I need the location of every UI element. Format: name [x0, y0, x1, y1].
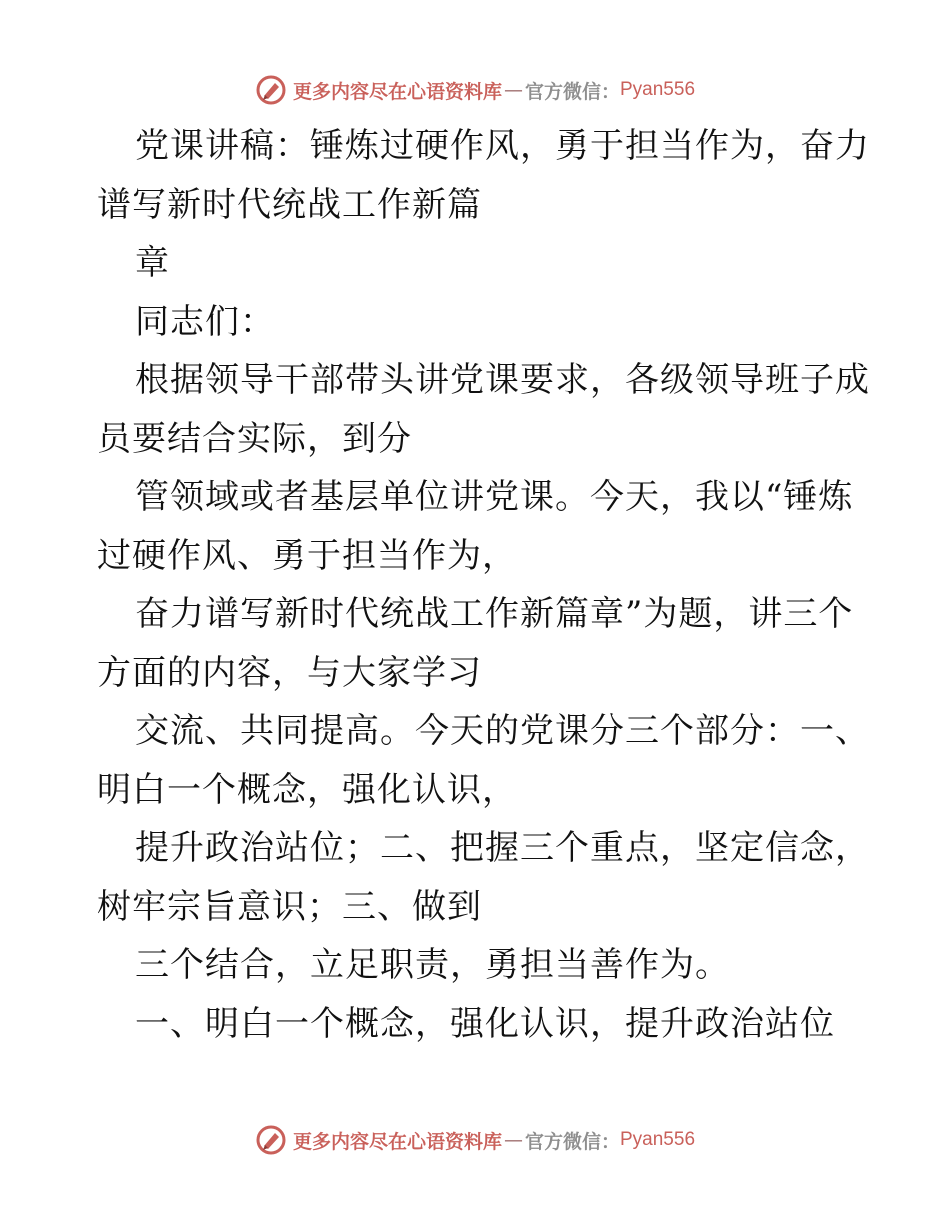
- watermark-label: 官方微信：: [524, 80, 620, 103]
- watermark-wechat-id: Pyan556: [620, 1129, 696, 1150]
- text-line: 同志们：: [135, 301, 275, 342]
- text-line: 明白一个概念，强化认识，: [97, 769, 517, 810]
- watermark-dash: —: [503, 1129, 523, 1151]
- text-line: 三个结合，立足职责，勇担当善作为。: [135, 945, 730, 985]
- watermark-main-text: 更多内容尽在心语资料库: [292, 80, 502, 103]
- text-line: 谱写新时代统战工作新篇: [97, 184, 482, 225]
- watermark-wechat-id: Pyan556: [620, 79, 696, 100]
- watermark-main-text: 更多内容尽在心语资料库: [292, 1130, 502, 1153]
- text-line: 党课讲稿：锤炼过硬作风，勇于担当作为，奋力: [135, 126, 870, 166]
- pen-logo-icon: [255, 74, 287, 106]
- pen-logo-icon: [255, 1124, 287, 1156]
- watermark-label: 官方微信：: [524, 1130, 620, 1153]
- text-line: 提升政治站位；二、把握三个重点，坚定信念，: [135, 828, 870, 868]
- text-line: 员要结合实际，到分: [97, 418, 412, 459]
- watermark-dash: —: [503, 79, 523, 101]
- text-line: 奋力谱写新时代统战工作新篇章”为题，讲三个: [135, 594, 854, 634]
- text-line: 章: [135, 243, 170, 283]
- text-line: 树牢宗旨意识；三、做到: [97, 886, 482, 927]
- text-line: 管领域或者基层单位讲党课。今天，我以“锤炼: [135, 477, 854, 517]
- text-line: 交流、共同提高。今天的党课分三个部分：一、: [135, 711, 870, 751]
- document-body: [97, 117, 870, 1053]
- text-line: 根据领导干部带头讲党课要求，各级领导班子成: [135, 360, 870, 400]
- header-watermark: [0, 70, 950, 110]
- text-line: 过硬作风、勇于担当作为，: [97, 535, 517, 576]
- footer-watermark: [0, 1120, 950, 1160]
- text-line: 一、明白一个概念，强化认识，提升政治站位: [135, 1003, 835, 1044]
- text-line: 方面的内容，与大家学习: [97, 652, 482, 693]
